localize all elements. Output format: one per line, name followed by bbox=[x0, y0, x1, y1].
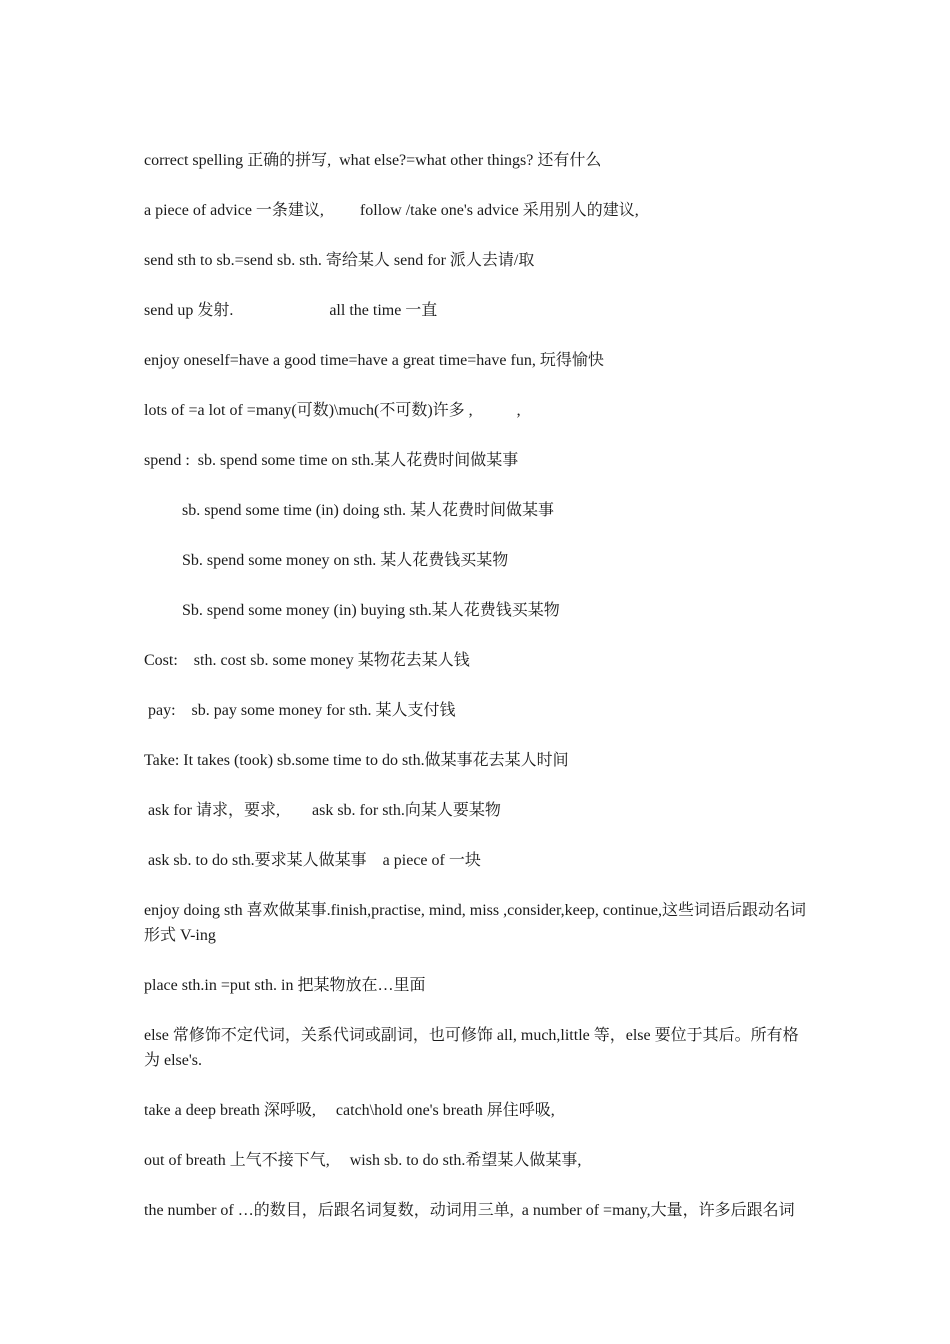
text-line: ask for 请求，要求, ask sb. for sth.向某人要某物 bbox=[144, 802, 501, 819]
document-body bbox=[144, 148, 810, 1248]
text-line: place sth.in =put sth. in 把某物放在…里面 bbox=[144, 977, 426, 994]
text-line: enjoy oneself=have a good time=have a great time=have fun, 玩得愉快 bbox=[144, 352, 604, 369]
text-line: Take: It takes (took) sb.some time to do sth.做某事花去某人时间 bbox=[144, 752, 569, 769]
text-line: send sth to sb.=send sb. sth. 寄给某人 send for 派人去请/取 bbox=[144, 252, 535, 269]
text-line: take a deep breath 深呼吸, catch\hold one's breath 屏住呼吸, bbox=[144, 1102, 555, 1119]
text-line: Sb. spend some money (in) buying sth.某人花费钱买某物 bbox=[182, 602, 560, 619]
text-line: ask sb. to do sth.要求某人做某事 a piece of 一块 bbox=[144, 852, 481, 869]
text-line: Cost: sth. cost sb. some money 某物花去某人钱 bbox=[144, 652, 470, 669]
text-line: Sb. spend some money on sth. 某人花费钱买某物 bbox=[182, 552, 509, 569]
text-line: spend : sb. spend some time on sth.某人花费时间做某事 bbox=[144, 452, 519, 469]
text-line: enjoy doing sth 喜欢做某事.finish,practise, mind, miss ,consider,keep, continue,这些词语后跟动名词形式 V-ing bbox=[144, 902, 806, 944]
text-line: else 常修饰不定代词，关系代词或副词，也可修饰 all, much,little 等，else 要位于其后。所有格为 else's. bbox=[144, 1027, 799, 1069]
text-line: pay: sb. pay some money for sth. 某人支付钱 bbox=[144, 702, 456, 719]
text-line: sb. spend some time (in) doing sth. 某人花费时间做某事 bbox=[182, 502, 554, 519]
text-line: a piece of advice 一条建议, follow /take one's advice 采用别人的建议, bbox=[144, 202, 639, 219]
text-line: the number of …的数目，后跟名词复数，动词用三单, a number of =many,大量，许多后跟名词 bbox=[144, 1202, 795, 1219]
text-line: out of breath 上气不接下气, wish sb. to do sth.希望某人做某事, bbox=[144, 1152, 582, 1169]
text-line: lots of =a lot of =many(可数)\much(不可数)许多 , , bbox=[144, 402, 521, 419]
text-line: correct spelling 正确的拼写, what else?=what other things? 还有什么 bbox=[144, 152, 602, 169]
text-line: send up 发射. all the time 一直 bbox=[144, 302, 438, 319]
